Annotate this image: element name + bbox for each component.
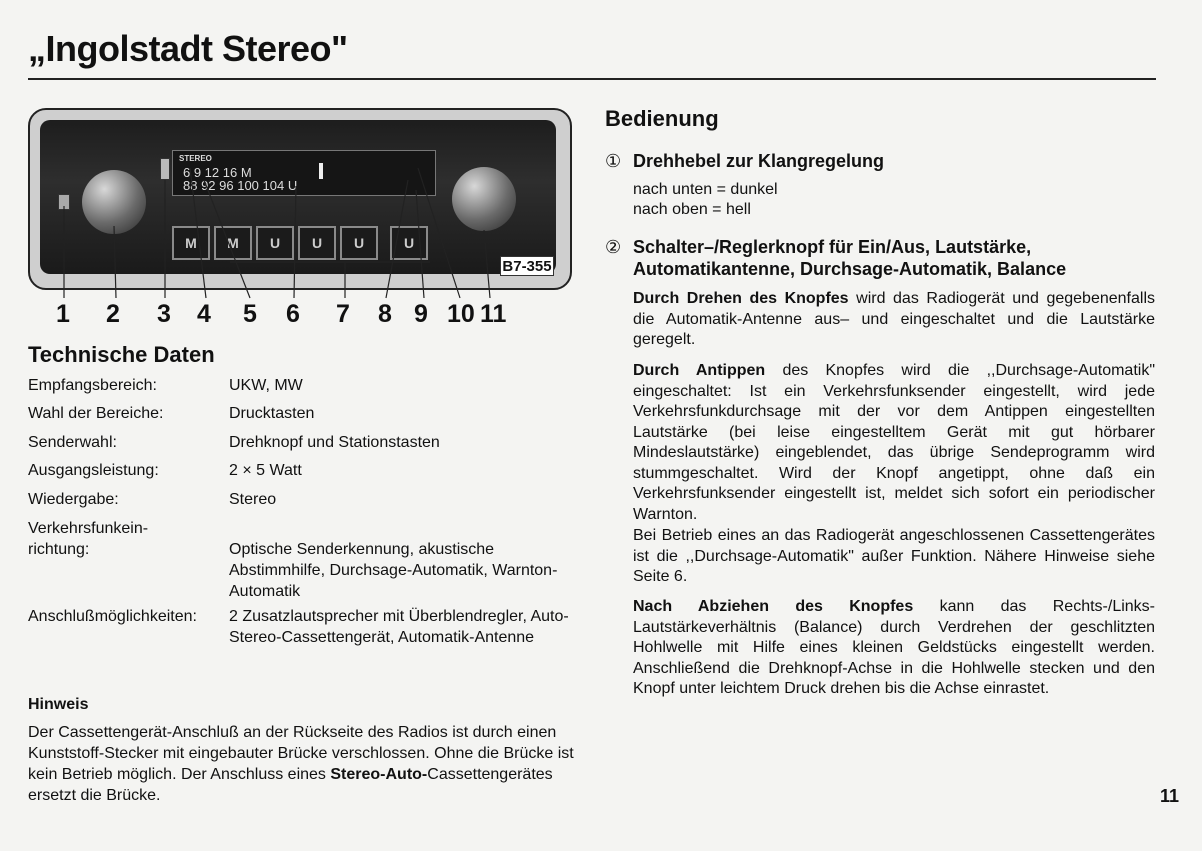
spec-value: Stereo [229,491,277,508]
spec-value: 2 Zusatzlautsprecher mit Überblendregler, Auto-Stereo-Cassettengerät, Automatik-Antenne [229,608,569,646]
item2-p2-bold: Durch Antippen [633,362,766,379]
page-number: 11 [1160,786,1180,806]
callout-number-8: 8 [378,300,392,328]
right-knob [452,167,516,231]
item2-symbol: ② [605,237,622,257]
item2-paragraph3: Bei Betrieb eines an das Radiogerät angeschlossenen Cassettengerätes ist die ,,Durchsage-Automatik" außer Funktion. Nähere Hinweise siehe Seite 6. [633,527,1155,585]
item2-p2: des Knopfes wird die ,,Durchsage-Automatik" eingeschaltet: Ist ein Verkehrsfunksender eingestellt, wird jede Verkehrsfunkdurchsage mit der vor dem Antippen eingestellten Lautstärke (bei leise eingestelltem Gerät mit gut hörbarer Mindeslautstärke) eingeblendet, das übrige Sendeprogramm wird stummgeschaltet. Wird der Knopf angetippt, ohne daß ein Verkehrsfunksender eingestellt ist, meldet sich sofort ein periodischer Warnton. [633,362,1155,523]
dial-scale-mw: 6 9 12 16 M [183,165,252,180]
spec-value: Drehknopf und Stationstasten [229,434,440,451]
spec-label: Verkehrsfunkein- richtung: [28,520,149,558]
dial-stereo-label: STEREO [179,154,212,163]
preset-button-5: U [340,226,378,260]
dial-scale-ukw: 88 92 96 100 104 U [183,178,298,193]
operation-heading: Bedienung [605,106,719,131]
callout-number-11: 11 [480,300,507,328]
callout-number-2: 2 [106,300,120,328]
item2-title: Schalter–/Reglerknopf für Ein/Aus, Lautstärke, Automatikantenne, Durchsage-Automatik, Balance [633,237,1067,279]
spec-label: Wiedergabe: [28,491,119,508]
callout-number-6: 6 [286,300,300,328]
item1-line1: nach unten = dunkel [633,181,778,198]
spec-label: Wahl der Bereiche: [28,405,164,422]
item1-line2: nach oben = hell [633,201,751,218]
traffic-lamp [160,158,170,180]
item2-paragraph2 [633,361,1155,525]
spec-value: Optische Senderkennung, akustische Abstimmhilfe, Durchsage-Automatik, Warnton-Automatik [229,541,558,600]
preset-button-1: M [172,226,210,260]
spec-value: UKW, MW [229,377,303,394]
spec-label: Ausgangsleistung: [28,462,159,479]
notice-end: Cassettengerätes ersetzt die Brücke. [28,766,553,804]
spec-value: Drucktasten [229,405,315,422]
callout-number-1: 1 [56,300,70,328]
item2-heading [605,236,1155,280]
item2-paragraph4 [633,597,1155,700]
callout-number-5: 5 [243,300,257,328]
page-title: „Ingolstadt Stereo" [28,28,348,69]
callout-number-7: 7 [336,300,350,328]
item2-p1: wird das Radiogerät und gegebenenfalls die Automatik-Antenne aus– und eingeschaltet und die Lautstärke geregelt. [633,290,1155,348]
notice-bold: Stereo-Auto- [330,766,428,783]
item2-p1-bold: Durch Drehen des Knopfes [633,290,849,307]
title-rule [28,78,1156,80]
preset-button-3: U [256,226,294,260]
callout-number-3: 3 [157,300,171,328]
callout-number-9: 9 [414,300,428,328]
preset-button-2: M [214,226,252,260]
model-label: B7-355 [500,256,554,276]
dial-needle [319,163,323,179]
left-knob [82,170,146,234]
callout-number-10: 10 [447,300,475,328]
notice-heading: Hinweis [28,696,89,713]
item2-p4: kann das Rechts-/Links-Lautstärkeverhältnis (Balance) durch Verdrehen der geschlitzten Hohlwelle mit Hilfe eines kleinen Geldstücks eingestellt werden. Anschließend die Drehknopf-Achse in die Hohlwelle stecken und den Knopf unter leichtem Druck drehen bis die Achse einrastet. [633,598,1155,697]
technical-data-heading: Technische Daten [28,342,215,367]
item2-paragraph1 [633,289,1155,351]
preset-button-4: U [298,226,336,260]
callout-number-4: 4 [197,300,211,328]
tone-lever [58,194,70,210]
notice-text [28,722,578,806]
notice-body: Der Cassettengerät-Anschluß an der Rückseite des Radios ist durch einen Kunststoff-Stecker mit eingebauter Brücke verschlossen. Ohne die Brücke ist kein Betrieb möglich. Der Anschluss eines [28,724,574,783]
item1-heading [605,150,1155,172]
item2-p4-bold: Nach Abziehen des Knopfes [633,598,914,615]
item1-symbol: ① [605,151,622,171]
preset-button-6: U [390,226,428,260]
spec-label: Empfangsbereich: [28,377,157,394]
spec-value: 2 × 5 Watt [229,462,302,479]
tuning-dial [172,150,436,196]
spec-label: Anschlußmöglichkeiten: [28,608,197,625]
item1-title: Drehhebel zur Klangregelung [633,151,885,171]
spec-label: Senderwahl: [28,434,117,451]
